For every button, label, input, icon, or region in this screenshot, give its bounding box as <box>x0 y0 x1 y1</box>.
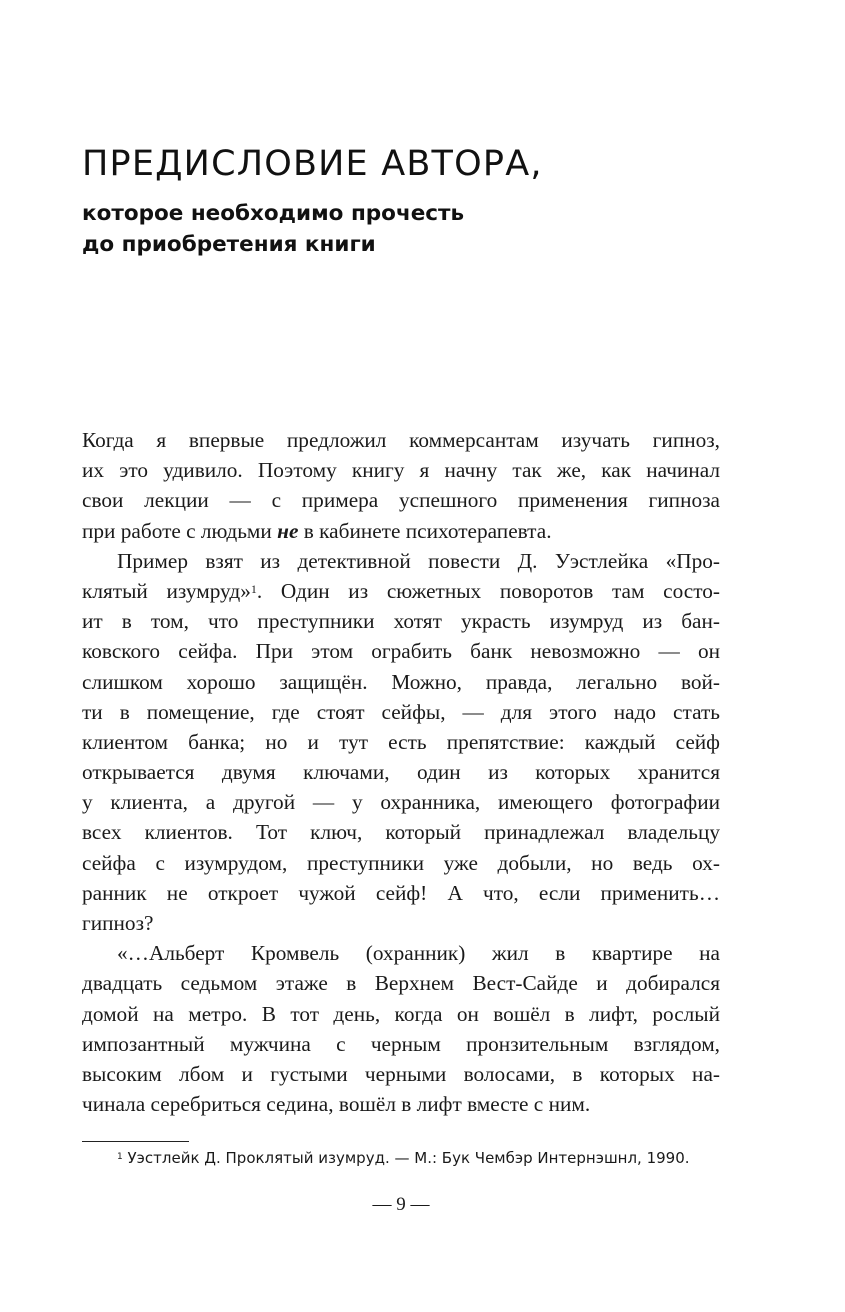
text-line: ти в помещение, где стоят сейфы, — для этого надо стать <box>82 699 720 724</box>
text-line: слишком хорошо защищён. Можно, правда, легально вой- <box>82 669 720 694</box>
text-line <box>82 516 720 546</box>
text-line: Пример взят из детективной повести Д. Уэстлейка «Про- <box>117 548 720 573</box>
text-fragment: при работе с людьми <box>82 518 278 543</box>
text-line: всех клиентов. Тот ключ, который принадлежал владельцу <box>82 820 720 845</box>
chapter-title: ПРЕДИСЛОВИЕ АВТОРА, <box>82 144 543 184</box>
footnote-reference[interactable]: 1 <box>250 581 257 596</box>
text-line: свои лекции — с примера успешного применения гипноза <box>82 488 720 513</box>
text-line <box>82 576 720 606</box>
chapter-subtitle-line: которое необходимо прочесть <box>82 201 465 226</box>
book-page <box>82 0 720 1312</box>
text-line: клиентом банка; но и тут есть препятствие: каждый сейф <box>82 729 720 754</box>
text-fragment: в кабинете психотерапевта. <box>298 518 552 543</box>
paragraph-3 <box>82 938 720 1119</box>
text-line: высоким лбом и густыми черными волосами, в которых на- <box>82 1061 720 1086</box>
paragraph-1 <box>82 425 720 546</box>
text-line: Когда я впервые предложил коммерсантам изучать гипноз, <box>82 428 720 452</box>
text-line: их это удивило. Поэтому книгу я начну так же, как начинал <box>82 458 720 483</box>
text-fragment: клятый изумруд» <box>82 578 251 603</box>
footnote-text: Уэстлейк Д. Проклятый изумруд. — М.: Бук Чембэр Интернэшнл, 1990. <box>127 1149 690 1167</box>
chapter-subtitle-line: до приобретения книги <box>82 232 376 257</box>
text-line: ит в том, что преступники хотят украсть изумруд из бан- <box>82 609 720 634</box>
text-line: «…Альберт Кромвель (охранник) жил в квартире на <box>117 941 720 966</box>
text-line: ранник не откроет чужой сейф! А что, если применить… <box>82 880 720 905</box>
text-line: открывается двумя ключами, один из которых хранится <box>82 760 720 785</box>
text-line: домой на метро. В тот день, когда он вошёл в лифт, рослый <box>82 1001 720 1026</box>
chapter-subtitle <box>82 198 464 260</box>
text-line: сейфа с изумрудом, преступники уже добыли, но ведь ох- <box>82 850 720 875</box>
text-line: импозантный мужчина с черным пронзительным взглядом, <box>82 1031 720 1056</box>
footnote <box>117 1148 690 1168</box>
text-line: ковского сейфа. При этом ограбить банк невозможно — он <box>82 639 720 664</box>
text-line: гипноз? <box>82 911 154 935</box>
footnote-marker: 1 <box>117 1152 123 1162</box>
text-line: двадцать седьмом этаже в Верхнем Вест-Сайде и добирался <box>82 971 720 996</box>
emphasis: не <box>277 518 299 543</box>
text-fragment: . Один из сюжетных поворотов там состо- <box>256 578 720 603</box>
page-number: — 9 — <box>372 1194 430 1215</box>
footnote-divider <box>82 1141 189 1142</box>
text-line: чинала серебриться седина, вошёл в лифт вместе с ним. <box>82 1092 591 1117</box>
paragraph-2 <box>82 546 720 938</box>
text-line: у клиента, а другой — у охранника, имеющего фотографии <box>82 790 720 815</box>
body-text <box>82 425 720 1119</box>
